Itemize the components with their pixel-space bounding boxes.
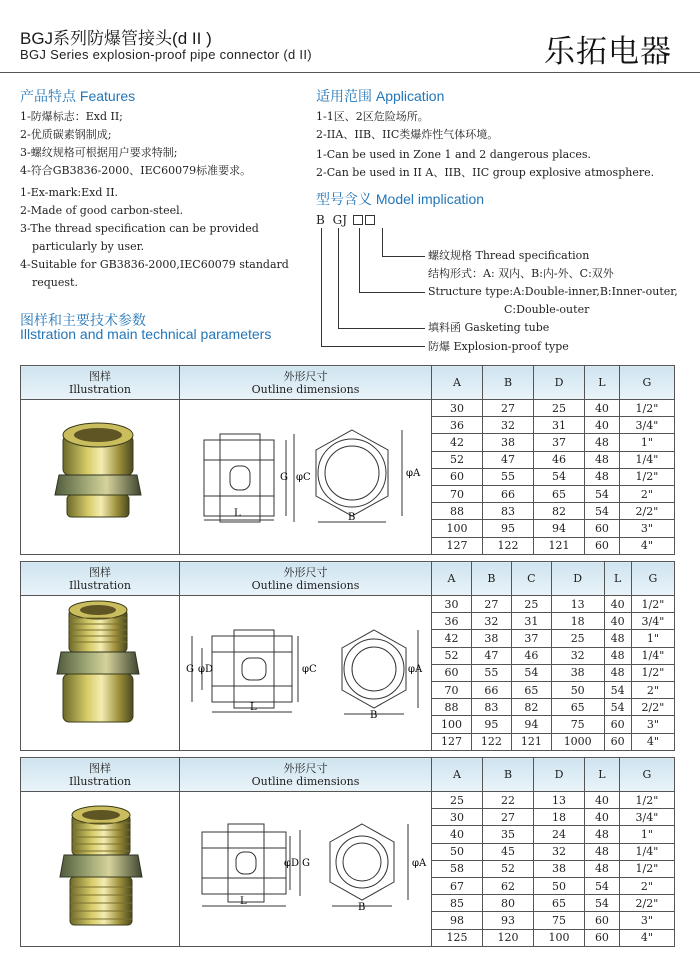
table-cell: 55 [471, 664, 511, 681]
table-cell: 42 [432, 434, 483, 451]
drawing-2-label-c: φC [302, 664, 317, 675]
table-cell: 2/2" [619, 895, 674, 912]
table-cell: 3" [619, 520, 674, 537]
drawing-3-label-l: L [240, 896, 247, 907]
table-cell: 82 [511, 699, 551, 716]
table-cell: 31 [534, 417, 585, 434]
illustration-header-cn: 图样 [89, 369, 111, 383]
table-cell: 54 [534, 468, 585, 485]
table-cell: 65 [534, 485, 585, 502]
table-cell: 25 [511, 596, 551, 613]
illustration-header [21, 562, 180, 596]
table-cell: 52 [483, 860, 534, 877]
table-cell: 48 [585, 434, 620, 451]
table-cell: 95 [483, 520, 534, 537]
table-header-row [21, 366, 675, 400]
table-cell: 65 [551, 699, 604, 716]
illustration-header-en: Illustration [69, 774, 131, 788]
table-cell: 3/4" [631, 613, 674, 630]
table-cell: 25 [534, 400, 585, 417]
title-en: BGJ Series explosion-proof pipe connector (d II) [20, 47, 312, 62]
connector-photo-2 [45, 600, 155, 740]
table-cell: 82 [534, 503, 585, 520]
table-cell: 75 [551, 716, 604, 733]
table-cell: 13 [534, 792, 585, 809]
table-cell: 1" [631, 630, 674, 647]
table-cell: 40 [604, 596, 631, 613]
table-cell: 30 [432, 400, 483, 417]
column-header: A [432, 366, 483, 400]
table-cell: 121 [511, 733, 551, 750]
model-thread: 螺纹规格 Thread specification [428, 249, 590, 262]
feature-en-2: 2-Made of good carbon-steel. [20, 204, 184, 217]
model-line-box2-h [382, 256, 425, 257]
dimensions-header-en: Outline dimensions [251, 774, 360, 788]
column-header: C [511, 562, 551, 596]
brand-name: 乐拓电器 [544, 34, 672, 70]
table-cell: 40 [604, 613, 631, 630]
table-cell: 67 [432, 877, 483, 894]
table-cell: 54 [585, 895, 620, 912]
table-cell: 48 [585, 468, 620, 485]
table-cell: 42 [432, 630, 472, 647]
table-cell: 94 [534, 520, 585, 537]
table-cell: 65 [534, 895, 585, 912]
table-cell: 35 [483, 826, 534, 843]
application-line-3: 1-Can be used in Zone 1 and 2 dangerous places. [316, 148, 591, 161]
model-line-box2 [382, 228, 383, 256]
dimensions-header-cn: 外形尺寸 [283, 369, 328, 383]
dimensions-header [180, 562, 432, 596]
table-cell: 48 [604, 647, 631, 664]
table-cell: 122 [483, 537, 534, 554]
table-cell: 94 [511, 716, 551, 733]
table-cell: 25 [551, 630, 604, 647]
table-cell: 70 [432, 681, 472, 698]
table-cell: 48 [585, 826, 620, 843]
illustration-header [21, 366, 180, 400]
table-cell: 83 [483, 503, 534, 520]
table-cell: 30 [432, 596, 472, 613]
column-header: A [432, 758, 483, 792]
model-line-gj [338, 228, 339, 328]
table-cell: 100 [534, 929, 585, 946]
column-header: L [585, 758, 620, 792]
drawing-2-label-a: φA [408, 664, 423, 675]
table-cell: 54 [585, 485, 620, 502]
column-header: B [483, 758, 534, 792]
table-cell: 66 [483, 485, 534, 502]
drawing-2-label-d: φD [198, 664, 214, 675]
dimensions-header-en: Outline dimensions [251, 578, 360, 592]
table-cell: 88 [432, 503, 483, 520]
table-cell: 2" [631, 681, 674, 698]
table-cell: 2/2" [631, 699, 674, 716]
illustration-header-en: Illustration [69, 382, 131, 396]
feature-cn-3: 3-螺纹规格可根据用户要求特制; [20, 146, 178, 159]
table-cell: 1/2" [619, 792, 674, 809]
column-header: G [619, 366, 674, 400]
table-cell: 22 [483, 792, 534, 809]
table-cell: 1/2" [631, 664, 674, 681]
table-cell: 80 [483, 895, 534, 912]
table-cell: 38 [483, 434, 534, 451]
table-cell: 95 [471, 716, 511, 733]
feature-en-4b: request. [32, 276, 78, 289]
model-structure-en1: Structure type:A:Double-inner,B:Inner-outer, [428, 285, 678, 298]
column-header: B [471, 562, 511, 596]
table-cell: 32 [483, 417, 534, 434]
table-cell: 120 [483, 929, 534, 946]
illustration-header-en: Illustration [69, 578, 131, 592]
table-header-row [21, 758, 675, 792]
table-cell: 40 [432, 826, 483, 843]
table-cell: 1000 [551, 733, 604, 750]
table-cell: 1/2" [631, 596, 674, 613]
drawing-2 [184, 628, 430, 718]
table-cell: 54 [585, 503, 620, 520]
table-cell: 125 [432, 929, 483, 946]
table-cell: 47 [483, 451, 534, 468]
table-cell: 45 [483, 843, 534, 860]
table-cell: 1/2" [619, 400, 674, 417]
model-heading: 型号含义 Model implication [316, 191, 485, 207]
table-cell: 127 [432, 537, 483, 554]
table-header-row [21, 562, 675, 596]
table-cell: 37 [511, 630, 551, 647]
connector-photo-1 [45, 415, 155, 525]
table-cell: 50 [551, 681, 604, 698]
column-header: L [585, 366, 620, 400]
table-cell: 1/2" [619, 468, 674, 485]
table-cell: 27 [483, 400, 534, 417]
table-cell: 3/4" [619, 809, 674, 826]
table-cell: 3" [631, 716, 674, 733]
drawing-3-label-b: B [358, 902, 366, 912]
model-gasket: 填料函 Gasketing tube [428, 321, 550, 334]
table-cell: 54 [585, 877, 620, 894]
drawing-2-label-l: L [250, 702, 257, 713]
table-cell: 40 [585, 809, 620, 826]
table-cell: 1/4" [619, 451, 674, 468]
drawing-1 [190, 420, 430, 528]
table-cell: 54 [511, 664, 551, 681]
table-cell: 3/4" [619, 417, 674, 434]
table-cell: 4" [619, 537, 674, 554]
table-cell: 48 [585, 860, 620, 877]
dimensions-header-cn: 外形尺寸 [283, 761, 328, 775]
table-cell: 50 [534, 877, 585, 894]
table-cell: 52 [432, 451, 483, 468]
model-structure-en2: C:Double-outer [504, 303, 590, 316]
table-cell: 60 [604, 716, 631, 733]
table-cell: 36 [432, 417, 483, 434]
model-box-2 [365, 215, 375, 225]
table-cell: 1/4" [619, 843, 674, 860]
column-header: D [551, 562, 604, 596]
table-cell: 60 [585, 912, 620, 929]
table-cell: 1" [619, 826, 674, 843]
column-header: B [483, 366, 534, 400]
feature-en-3b: particularly by user. [32, 240, 145, 253]
feature-en-4: 4-Suitable for GB3836-2000,IEC60079 standard [20, 258, 289, 271]
table-cell: 25 [432, 792, 483, 809]
table-cell: 50 [432, 843, 483, 860]
table-cell: 24 [534, 826, 585, 843]
table-cell: 60 [432, 664, 472, 681]
drawing-1-label-a: φA [406, 468, 421, 479]
table-cell: 85 [432, 895, 483, 912]
table-cell: 122 [471, 733, 511, 750]
application-line-1: 1-1区、2区危险场所。 [316, 110, 429, 123]
column-header: D [534, 758, 585, 792]
table-cell: 38 [551, 664, 604, 681]
table-cell: 1/4" [631, 647, 674, 664]
table-cell: 4" [619, 929, 674, 946]
model-structure-cn: 结构形式：A: 双内、B:内-外、C:双外 [428, 267, 614, 280]
table-cell: 40 [585, 417, 620, 434]
table-cell: 48 [604, 664, 631, 681]
drawing-1-label-c: φC [296, 472, 311, 483]
table-cell: 60 [585, 520, 620, 537]
table-cell: 62 [483, 877, 534, 894]
table-cell: 60 [585, 929, 620, 946]
table-cell: 58 [432, 860, 483, 877]
table-cell: 46 [511, 647, 551, 664]
table-cell: 1/2" [619, 860, 674, 877]
table-cell: 65 [511, 681, 551, 698]
params-heading-cn: 图样和主要技术参数 [20, 312, 146, 328]
table-cell: 27 [483, 809, 534, 826]
drawing-1-label-b: B [348, 512, 356, 523]
table-cell: 38 [534, 860, 585, 877]
application-heading: 适用范围 Application [316, 88, 445, 104]
drawing-3-label-g: G [302, 858, 310, 869]
column-header: G [631, 562, 674, 596]
model-line-box1 [359, 228, 360, 292]
dimensions-header-cn: 外形尺寸 [283, 565, 328, 579]
table-cell: 121 [534, 537, 585, 554]
table-cell: 98 [432, 912, 483, 929]
table-cell: 55 [483, 468, 534, 485]
table-cell: 32 [534, 843, 585, 860]
title-cn: BGJ系列防爆管接头(d II ) [20, 29, 212, 48]
table-cell: 100 [432, 716, 472, 733]
table-cell: 32 [551, 647, 604, 664]
drawing-2-label-b: B [370, 710, 378, 718]
table-cell: 2/2" [619, 503, 674, 520]
table-cell: 13 [551, 596, 604, 613]
table-cell: 48 [585, 451, 620, 468]
table-cell: 100 [432, 520, 483, 537]
model-box-1 [353, 215, 363, 225]
table-cell: 40 [585, 792, 620, 809]
table-cell: 32 [471, 613, 511, 630]
feature-cn-1: 1-防爆标志：Exd II; [20, 110, 123, 123]
drawing-3-label-a: φA [412, 858, 427, 869]
table-cell: 27 [471, 596, 511, 613]
table-cell: 4" [631, 733, 674, 750]
table-cell: 46 [534, 451, 585, 468]
illustration-header-cn: 图样 [89, 565, 111, 579]
table-cell: 127 [432, 733, 472, 750]
table-cell: 60 [585, 537, 620, 554]
feature-en-3: 3-The thread specification can be provided [20, 222, 259, 235]
drawing-1-label-g: G [280, 472, 288, 483]
model-explosion: 防爆 Explosion-proof type [428, 340, 569, 353]
table-cell: 54 [604, 699, 631, 716]
table-cell: 48 [585, 843, 620, 860]
model-line-gj-h [338, 328, 425, 329]
table-cell: 54 [604, 681, 631, 698]
model-code-gj: GJ [332, 213, 348, 227]
table-cell: 48 [604, 630, 631, 647]
table-cell: 70 [432, 485, 483, 502]
drawing-1-label-l: L [234, 508, 241, 519]
application-line-2: 2-IIA、IIB、IIC类爆炸性气体环境。 [316, 128, 499, 141]
table-cell: 38 [471, 630, 511, 647]
table-cell: 60 [604, 733, 631, 750]
table-cell: 47 [471, 647, 511, 664]
model-code-b: B [316, 213, 325, 227]
feature-cn-4: 4-符合GB3836-2000、IEC60079标准要求。 [20, 164, 252, 177]
application-line-4: 2-Can be used in II A、IIB、IIC group explosive atmosphere. [316, 166, 655, 179]
table-cell: 18 [551, 613, 604, 630]
params-heading-en: Illstration and main technical parameters [20, 326, 272, 342]
table-cell: 83 [471, 699, 511, 716]
model-line-box1-h [359, 292, 425, 293]
dimensions-header [180, 366, 432, 400]
table-cell: 1" [619, 434, 674, 451]
drawing-3 [196, 820, 430, 912]
dimensions-header [180, 758, 432, 792]
table-cell: 3" [619, 912, 674, 929]
table-cell: 36 [432, 613, 472, 630]
illustration-header [21, 758, 180, 792]
column-header: L [604, 562, 631, 596]
table-cell: 66 [471, 681, 511, 698]
table-cell: 2" [619, 877, 674, 894]
feature-en-1: 1-Ex-mark:Exd II. [20, 186, 119, 199]
table-cell: 40 [585, 400, 620, 417]
table-cell: 30 [432, 809, 483, 826]
dimensions-header-en: Outline dimensions [251, 382, 360, 396]
feature-cn-2: 2-优质碳素钢制成; [20, 128, 112, 141]
column-header: A [432, 562, 472, 596]
table-cell: 2" [619, 485, 674, 502]
table-cell: 52 [432, 647, 472, 664]
table-cell: 37 [534, 434, 585, 451]
connector-photo-3 [52, 805, 152, 945]
table-cell: 31 [511, 613, 551, 630]
column-header: G [619, 758, 674, 792]
model-line-b-h [321, 346, 425, 347]
drawing-3-label-d: φD [284, 858, 300, 869]
illustration-header-cn: 图样 [89, 761, 111, 775]
table-cell: 88 [432, 699, 472, 716]
model-line-b [321, 228, 322, 346]
table-cell: 18 [534, 809, 585, 826]
column-header: D [534, 366, 585, 400]
features-heading: 产品特点 Features [20, 88, 136, 104]
drawing-2-label-g: G [186, 664, 194, 675]
model-code [316, 213, 375, 227]
header-divider [0, 72, 700, 73]
page-header [0, 0, 700, 80]
table-cell: 75 [534, 912, 585, 929]
table-cell: 60 [432, 468, 483, 485]
table-cell: 93 [483, 912, 534, 929]
